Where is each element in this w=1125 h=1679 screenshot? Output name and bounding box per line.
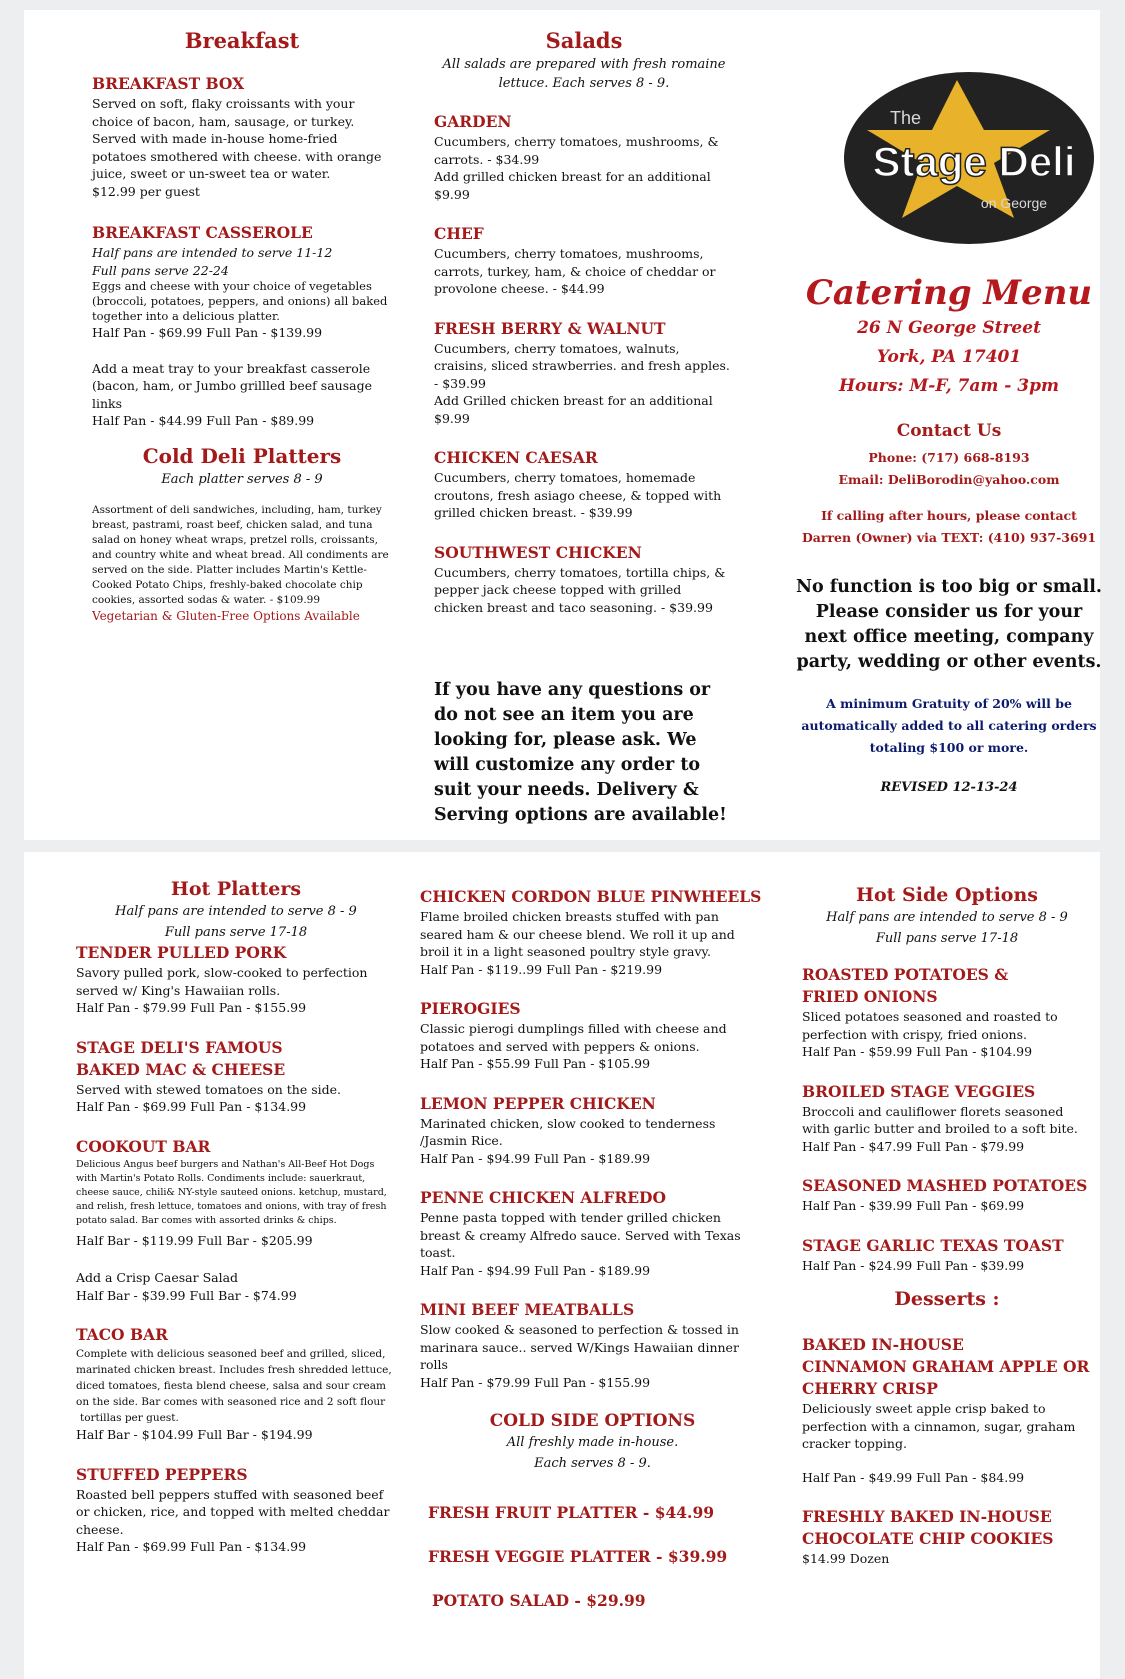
hot-sides-column (802, 884, 1092, 1568)
entree-item (420, 1299, 765, 1391)
cookout-bar-title: COOKOUT BAR (76, 1136, 211, 1156)
logo-the: The (890, 108, 922, 128)
mac-cheese-title-1: STAGE DELI'S FAMOUS (76, 1037, 283, 1057)
roasted-potatoes-title-1: ROASTED POTATOES & (802, 965, 1009, 984)
entree-desc: Marinated chicken, slow cooked to tenderness /Jasmin Rice. (420, 1115, 716, 1148)
salad-item-title: SOUTHWEST CHICKEN (434, 542, 642, 562)
salad-item-extra: Add grilled chicken breast for an additional $9.99 (434, 169, 711, 202)
entree-price: Half Pan - $94.99 Full Pan - $189.99 (420, 1262, 651, 1278)
hot-sides-half-note: Half pans are intended to serve 8 - 9 (826, 910, 1068, 925)
cold-sides-sub-1: All freshly made in-house. (506, 1435, 679, 1450)
taco-bar-price: Half Bar - $104.99 Full Bar - $194.99 (76, 1427, 313, 1442)
fruit-platter: FRESH FRUIT PLATTER - $44.99 (428, 1503, 715, 1522)
address-line-1: 26 N George Street (857, 318, 1041, 338)
stage-veggies-desc: Broccoli and cauliflower florets seasoned with garlic butter and broiled to a soft bite. (802, 1103, 1078, 1136)
potato-salad: POTATO SALAD - $29.99 (432, 1591, 646, 1610)
texas-toast-price: Half Pan - $24.99 Full Pan - $39.99 (802, 1257, 1025, 1273)
salad-item-desc: Cucumbers, cherry tomatoes, homemade croutons, fresh asiago cheese, & topped with grilled chicken breast. - $39.99 (434, 470, 722, 520)
entree-desc: Classic pierogi dumplings filled with cheese and potatoes and served with peppers & onions. (420, 1021, 727, 1054)
cold-deli-heading: Cold Deli Platters (142, 443, 342, 468)
entree-desc: Flame broiled chicken breasts stuffed with pan seared ham & our cheese blend. We roll it up and broil it in a light seasoned poultry style gravy. (420, 909, 735, 959)
roasted-potatoes-title-2: FRIED ONIONS (802, 987, 938, 1006)
casserole-half-note: Half pans are intended to serve 11-12 (92, 245, 333, 260)
entree-price: Half Pan - $79.99 Full Pan - $155.99 (420, 1374, 651, 1390)
phone-number[interactable]: Phone: (717) 668-8193 (868, 450, 1030, 465)
salads-column (434, 28, 734, 828)
pulled-pork-price: Half Pan - $79.99 Full Pan - $155.99 (76, 1000, 307, 1015)
entree-title: PENNE CHICKEN ALFREDO (420, 1188, 667, 1207)
cookout-bar-price: Half Bar - $119.99 Full Bar - $205.99 (76, 1232, 313, 1248)
stuffed-peppers-title: STUFFED PEPPERS (76, 1464, 248, 1484)
taco-bar-desc: Complete with delicious seasoned beef and grilled, sliced, marinated chicken breast. Includes fresh shredded lettuce, diced tomatoes, fiesta blend cheese, salsa and sour cream on the side. Bar comes with seasoned rice and 2 soft flour (76, 1348, 392, 1408)
hours: Hours: M-F, 7am - 3pm (839, 376, 1059, 396)
stuffed-peppers-desc: Roasted bell peppers stuffed with seasoned beef or chicken, rice, and topped with melted cheddar cheese. (76, 1486, 390, 1537)
salad-item-desc: Cucumbers, cherry tomatoes, mushrooms, & carrots. - $34.99 (434, 134, 719, 167)
apple-crisp-title-2: CINNAMON GRAHAM APPLE OR (802, 1357, 1090, 1376)
cold-deli-subtitle: Each platter serves 8 - 9 (161, 471, 323, 487)
salad-item (434, 318, 734, 428)
salad-item-title: CHEF (434, 224, 484, 243)
entree-title: LEMON PEPPER CHICKEN (420, 1093, 656, 1113)
caesar-addon: Add a Crisp Caesar Salad (76, 1270, 239, 1285)
customize-order-note: If you have any questions or do not see an item you are looking for, please ask. We will customize any order to suit your needs. Delivery & Serving options are available! (434, 680, 727, 825)
cold-sides-sub-2: Each serves 8 - 9. (534, 1456, 651, 1471)
entree-item (420, 886, 765, 978)
gratuity-note: A minimum Gratuity of 20% will be automatically added to all catering orders totaling $100 or more. (801, 696, 1097, 755)
salad-item (434, 111, 734, 203)
hot-sides-full-note: Full pans serve 17-18 (875, 931, 1019, 946)
entree-title: MINI BEEF MEATBALLS (420, 1300, 635, 1319)
salad-item-title: FRESH BERRY & WALNUT (434, 318, 666, 338)
breakfast-casserole-title: BREAKFAST CASSEROLE (92, 223, 313, 242)
entree-price: Half Pan - $119..99 Full Pan - $219.99 (420, 961, 663, 977)
salad-item (434, 542, 734, 617)
contact-heading: Contact Us (896, 421, 1002, 441)
cookies-price: $14.99 Dozen (802, 1551, 890, 1566)
meat-tray-price: Half Pan - $44.99 Full Pan - $89.99 (92, 413, 315, 428)
logo-graphic (842, 68, 1100, 248)
stage-deli-logo (842, 68, 1100, 248)
email-address[interactable]: Email: DeliBorodin@yahoo.com (838, 472, 1060, 487)
breakfast-heading: Breakfast (184, 28, 300, 53)
stage-veggies-price: Half Pan - $47.99 Full Pan - $79.99 (802, 1138, 1025, 1154)
entree-price: Half Pan - $94.99 Full Pan - $189.99 (420, 1150, 651, 1166)
hot-sides-heading: Hot Side Options (856, 884, 1038, 906)
mac-cheese-desc: Served with stewed tomatoes on the side. (76, 1081, 341, 1097)
breakfast-box-title: BREAKFAST BOX (92, 74, 245, 93)
desserts-heading: Desserts : (894, 1288, 1000, 1310)
mashed-potatoes-price: Half Pan - $39.99 Full Pan - $69.99 (802, 1198, 1025, 1213)
cold-sides-heading: COLD SIDE OPTIONS (489, 1411, 696, 1431)
menu-page-bottom (24, 852, 1100, 1679)
entree-title: PIEROGIES (420, 999, 521, 1018)
breakfast-box-price: $12.99 per guest (92, 183, 200, 199)
after-hours-note: If calling after hours, please contact (821, 508, 1077, 523)
casserole-full-note: Full pans serve 22-24 (92, 262, 229, 278)
apple-crisp-title-1: BAKED IN-HOUSE (802, 1335, 964, 1354)
entree-title: CHICKEN CORDON BLUE PINWHEELS (420, 887, 762, 906)
breakfast-column (92, 28, 392, 625)
owner-text-contact: Darren (Owner) via TEXT: (410) 937-3691 (801, 530, 1097, 545)
casserole-price: Half Pan - $69.99 Full Pan - $139.99 (92, 325, 323, 340)
taco-bar-desc-2: tortillas per guest. (80, 1412, 179, 1424)
entree-item (420, 1093, 765, 1168)
entree-item (420, 998, 765, 1073)
hot-platters-heading: Hot Platters (170, 878, 302, 900)
pulled-pork-title: TENDER PULLED PORK (76, 943, 287, 962)
catering-menu-title: Catering Menu (805, 273, 1093, 313)
salad-item (434, 447, 734, 522)
cookies-title-2: CHOCOLATE CHIP COOKIES (802, 1529, 1054, 1548)
salad-item-title: GARDEN (434, 112, 512, 131)
info-column (794, 272, 1104, 797)
logo-subtitle: on George (980, 195, 1048, 211)
cookout-bar-desc: Delicious Angus beef burgers and Nathan's All-Beef Hot Dogs with Martin's Potato Rolls. Condiments include: sauerkraut, cheese sauce, chili& NY-style sauteed onions. ketchup, mustard, and relish, fresh lettuce, tomatoes and onions, with tray of fresh potato salad. Bar comes with assorted drinks & chips. (76, 1158, 387, 1226)
meat-tray-addon: Add a meat tray to your breakfast casserole (bacon, ham, or Jumbo grillled beef sausage links (92, 360, 372, 411)
function-pitch: No function is too big or small. Please consider us for your next office meeting, company party, wedding or other events. (795, 577, 1103, 672)
hot-entrees-column (420, 886, 765, 1623)
roasted-potatoes-price: Half Pan - $59.99 Full Pan - $104.99 (802, 1044, 1033, 1059)
logo-wordmark: Stage Deli (872, 138, 1076, 185)
salads-subtitle: All salads are prepared with fresh romaine lettuce. Each serves 8 - 9. (442, 57, 726, 91)
cold-deli-desc: Assortment of deli sandwiches, including, ham, turkey breast, pastrami, roast beef, chicken salad, and tuna salad on honey wheat wraps, pretzel rolls, croissants, and country white and wheat bread. All condiments are served on the side. Platter includes Martin's Kettle-Cooked Potato Chips, freshly-baked chocolate chip cookies, assorted sodas & water. - $109.99 (92, 503, 389, 606)
entree-desc: Penne pasta topped with tender grilled chicken breast & creamy Alfredo sauce. Served with Texas toast. (420, 1210, 741, 1260)
salad-item-desc: Cucumbers, cherry tomatoes, mushrooms, carrots, turkey, ham, & choice of cheddar or provolone cheese. - $44.99 (434, 246, 716, 296)
caesar-addon-price: Half Bar - $39.99 Full Bar - $74.99 (76, 1287, 297, 1303)
address-line-2: York, PA 17401 (876, 347, 1022, 367)
revised-date: REVISED 12-13-24 (880, 780, 1018, 795)
hot-platters-half-note: Half pans are intended to serve 8 - 9 (115, 904, 357, 919)
salad-item-desc: Cucumbers, cherry tomatoes, tortilla chips, & pepper jack cheese topped with grilled chicken breast and taco seasoning. - $39.99 (434, 564, 726, 615)
stuffed-peppers-price: Half Pan - $69.99 Full Pan - $134.99 (76, 1539, 307, 1554)
apple-crisp-desc: Deliciously sweet apple crisp baked to perfection with a cinnamon, sugar, graham cracker topping. (802, 1401, 1076, 1451)
salad-item-title: CHICKEN CAESAR (434, 448, 598, 467)
dietary-options-note: Vegetarian & Gluten-Free Options Available (92, 608, 360, 623)
texas-toast-title: STAGE GARLIC TEXAS TOAST (802, 1235, 1064, 1255)
cookies-title-1: FRESHLY BAKED IN-HOUSE (802, 1507, 1052, 1526)
salad-item-desc: Cucumbers, cherry tomatoes, walnuts, craisins, sliced strawberries. and fresh apples. - $39.99 (434, 340, 730, 391)
stage-veggies-title: BROILED STAGE VEGGIES (802, 1081, 1036, 1101)
hot-platters-full-note: Full pans serve 17-18 (164, 925, 308, 940)
casserole-desc: Eggs and cheese with your choice of vegetables (broccoli, potatoes, peppers, and onions) all baked together into a delicious platter. (92, 279, 388, 323)
entree-desc: Slow cooked & seasoned to perfection & tossed in marinara sauce.. served W/Kings Hawaiian dinner rolls (420, 1322, 739, 1372)
roasted-potatoes-desc: Sliced potatoes seasoned and roasted to perfection with crispy, fried onions. (802, 1009, 1058, 1042)
mac-cheese-title-2: BAKED MAC & CHEESE (76, 1059, 286, 1079)
salads-heading: Salads (545, 28, 623, 53)
mac-cheese-price: Half Pan - $69.99 Full Pan - $134.99 (76, 1099, 307, 1114)
menu-page-top (24, 10, 1103, 840)
breakfast-box-desc: Served on soft, flaky croissants with your choice of bacon, ham, sausage, or turkey. Served with made in-house home-fried potatoes smothered with cheese. with orange juice, sweet or un-sweet tea or water. (92, 96, 382, 181)
taco-bar-title: TACO BAR (76, 1325, 168, 1344)
entree-price: Half Pan - $55.99 Full Pan - $105.99 (420, 1056, 651, 1071)
apple-crisp-title-3: CHERRY CRISP (802, 1379, 938, 1398)
hot-platters-column (76, 878, 396, 1556)
salad-item-extra: Add Grilled chicken breast for an additional $9.99 (434, 393, 713, 426)
mashed-potatoes-title: SEASONED MASHED POTATOES (802, 1176, 1088, 1195)
pulled-pork-desc: Savory pulled pork, slow-cooked to perfection served w/ King's Hawaiian rolls. (76, 965, 368, 998)
salad-item (434, 223, 734, 298)
entree-item (420, 1187, 765, 1279)
veggie-platter: FRESH VEGGIE PLATTER - $39.99 (428, 1547, 728, 1566)
apple-crisp-price: Half Pan - $49.99 Full Pan - $84.99 (802, 1469, 1025, 1485)
